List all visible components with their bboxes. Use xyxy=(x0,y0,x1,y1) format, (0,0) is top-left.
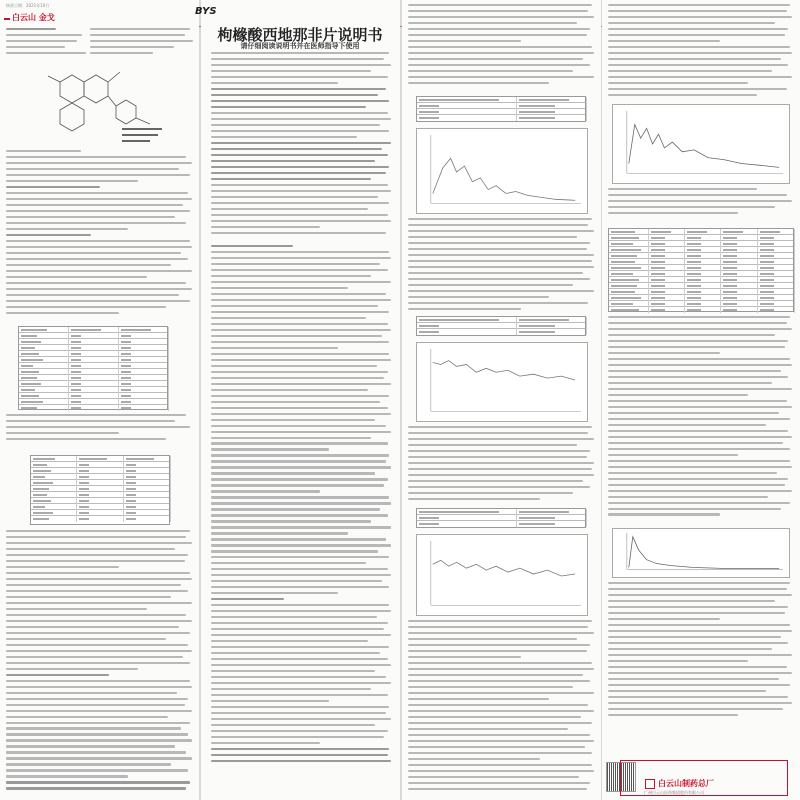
edition-number: 核准日期：2021年10月 xyxy=(6,3,50,8)
text-lines xyxy=(408,4,596,88)
elimination-chart xyxy=(612,528,790,578)
product-name-block xyxy=(6,28,90,62)
text-lines xyxy=(6,28,90,58)
table-notes xyxy=(6,414,194,452)
indications-section xyxy=(6,150,194,320)
precautions-section xyxy=(6,530,194,798)
company-logo-mark-icon xyxy=(645,779,655,789)
text-lines xyxy=(6,414,194,444)
pk-line-chart-2 xyxy=(416,342,588,422)
text-lines xyxy=(211,245,393,766)
chart-4-plot xyxy=(613,105,789,183)
text-lines xyxy=(608,582,794,720)
concentration-time-chart xyxy=(612,104,790,184)
contraindications-section xyxy=(211,52,393,242)
pk-table-2 xyxy=(416,316,586,336)
pk-discussion-2 xyxy=(408,426,596,504)
chart-5-plot xyxy=(613,529,789,577)
brand-logo-box-icon xyxy=(4,18,10,20)
text-lines xyxy=(6,150,194,318)
pharmacokinetics-section xyxy=(408,4,596,94)
text-lines xyxy=(6,530,194,793)
text-lines xyxy=(90,28,195,58)
brand-logo xyxy=(4,12,55,23)
brand-bar xyxy=(0,10,199,26)
text-lines xyxy=(608,188,794,218)
text-lines xyxy=(408,620,596,794)
company-address: 广州白云山医药集团股份有限公司 xyxy=(644,790,704,795)
adverse-reactions-table xyxy=(18,326,168,410)
efficacy-table xyxy=(608,228,794,312)
chemical-structure-diagram xyxy=(20,62,170,144)
text-lines xyxy=(608,4,794,100)
text-lines xyxy=(408,218,596,313)
chart-3-plot xyxy=(417,535,587,615)
leaflet-panel-3 xyxy=(402,0,601,800)
pk-line-chart-1 xyxy=(416,128,588,214)
leaflet-panel-2 xyxy=(201,0,400,800)
side-effects-table xyxy=(30,455,170,525)
pk-line-chart-3 xyxy=(416,534,588,616)
text-lines xyxy=(211,52,393,238)
pk-table-3 xyxy=(416,508,586,528)
chart-caption xyxy=(608,188,794,224)
text-lines xyxy=(608,316,794,519)
company-logo xyxy=(645,778,714,789)
storage-section xyxy=(608,316,794,524)
manufacturer-info xyxy=(608,582,794,732)
chart-2-plot xyxy=(417,343,587,421)
pk-discussion xyxy=(408,218,596,313)
brand-mark: BYS xyxy=(195,6,217,17)
ingredient-block xyxy=(90,28,195,62)
document-subtitle: 请仔细阅读说明书并在医师指导下使用 xyxy=(240,42,360,50)
toxicology-section xyxy=(608,4,794,100)
warnings-section xyxy=(211,245,393,798)
clinical-studies-section xyxy=(408,620,596,798)
brand-name: 白云山 金戈 xyxy=(12,13,55,22)
leaflet-panel-4 xyxy=(602,0,800,800)
company-name: 白云山制药总厂 xyxy=(658,779,714,788)
pk-table-1 xyxy=(416,96,586,122)
leaflet-panel-1 xyxy=(0,0,199,800)
chart-1-plot xyxy=(417,129,587,213)
document-title: 枸橼酸西地那非片说明书 xyxy=(217,26,383,44)
text-lines xyxy=(408,426,596,504)
